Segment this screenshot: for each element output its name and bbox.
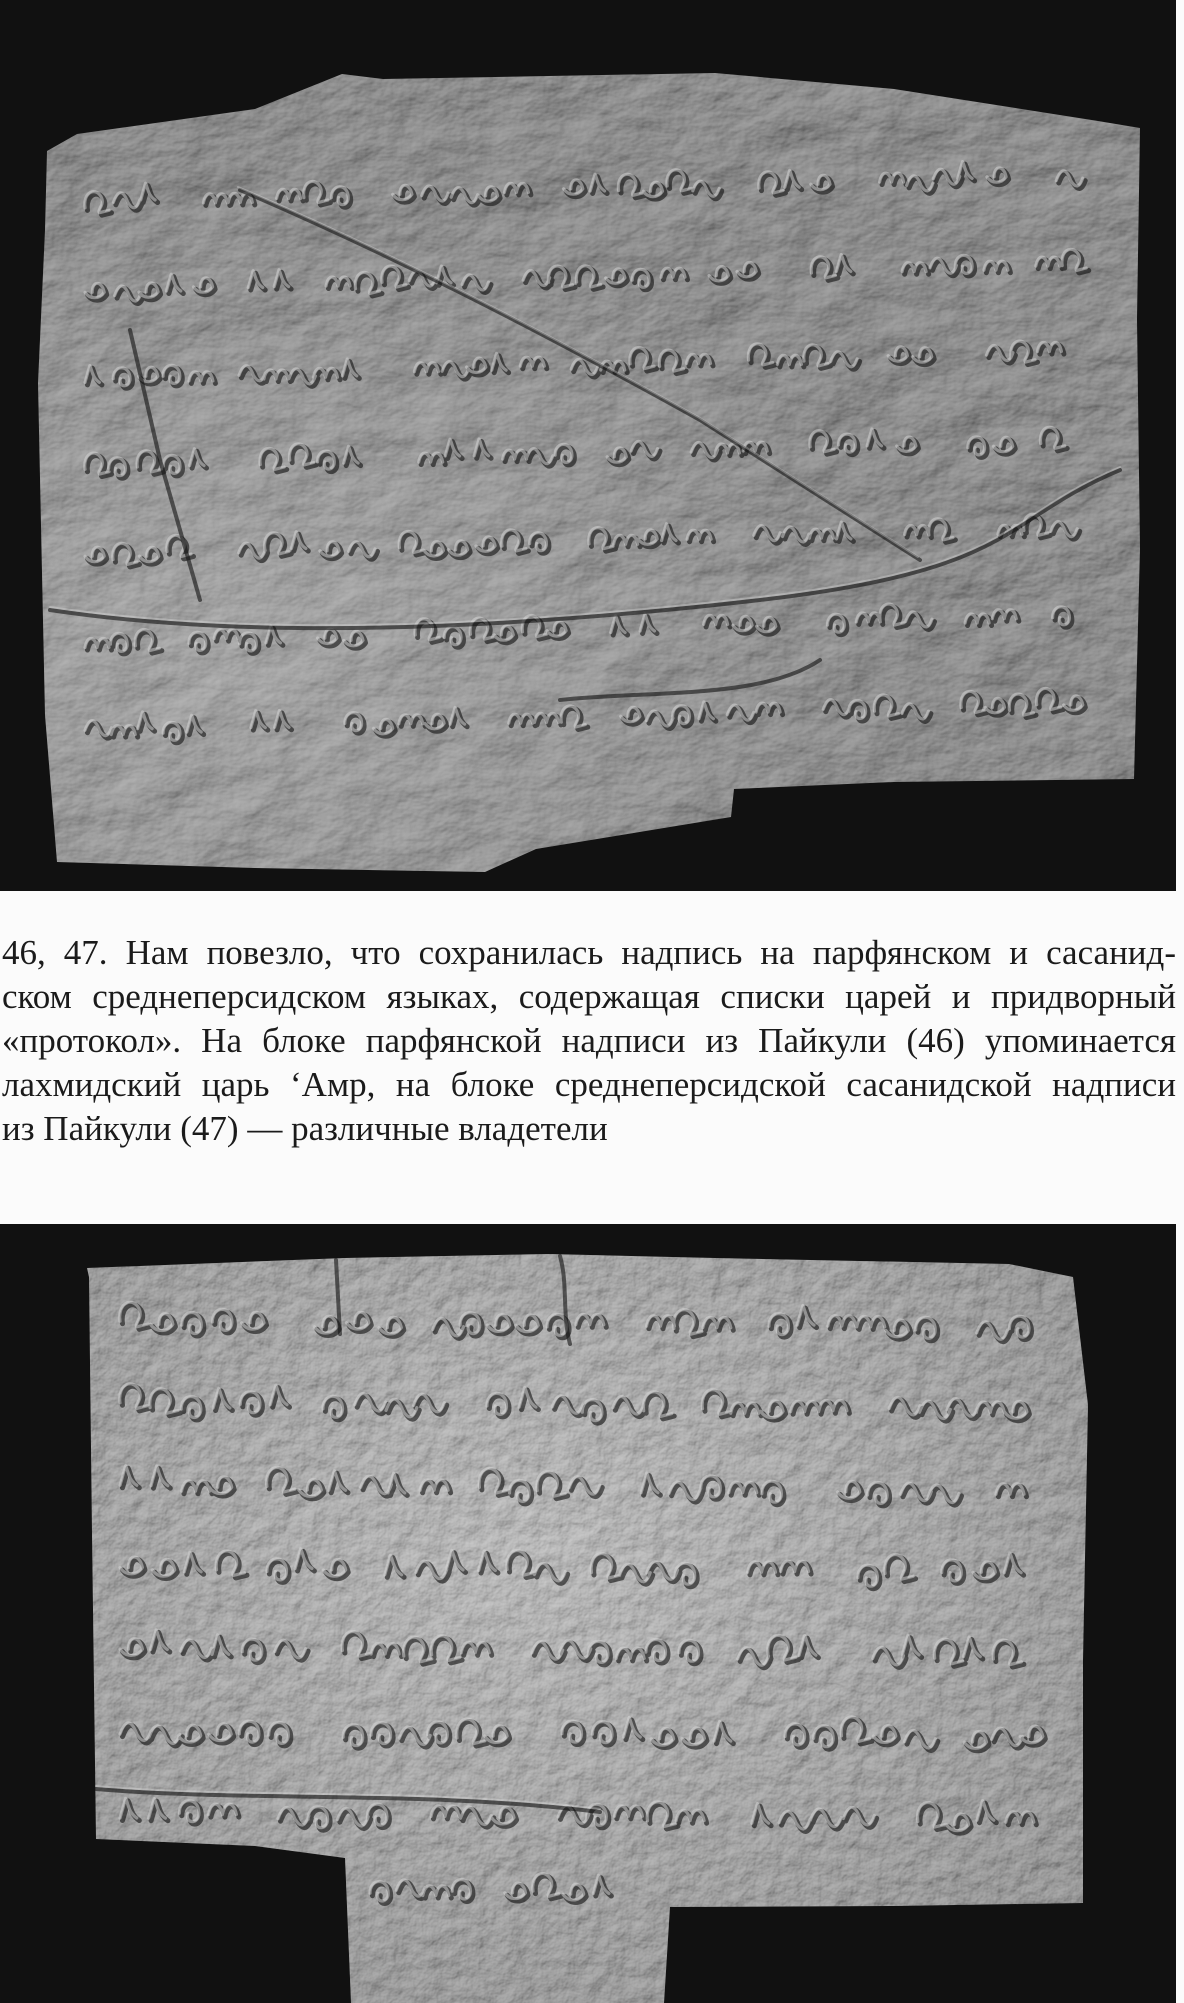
figure-caption [2,931,1176,1151]
caption-line: «протокол». На блоке парфянской надписи из Пайкули (46) упоминается [2,1021,1176,1060]
caption-line: лахмидский царь ‘Амр, на блоке среднеперсидской сасанидской надписи [2,1065,1176,1104]
caption-line: из Пайкули (47) — различные владетели [2,1109,608,1148]
caption-line: ском среднеперсидском языках, содержащая списки царей и придворный [2,977,1176,1016]
inscription-photo-bottom [0,1224,1176,2003]
sheet-lighting [38,73,1140,872]
inscription-photo-top [0,0,1176,891]
caption-line: 46, 47. Нам повезло, что сохранилась надпись на парфянском и сасанид- [2,933,1176,972]
